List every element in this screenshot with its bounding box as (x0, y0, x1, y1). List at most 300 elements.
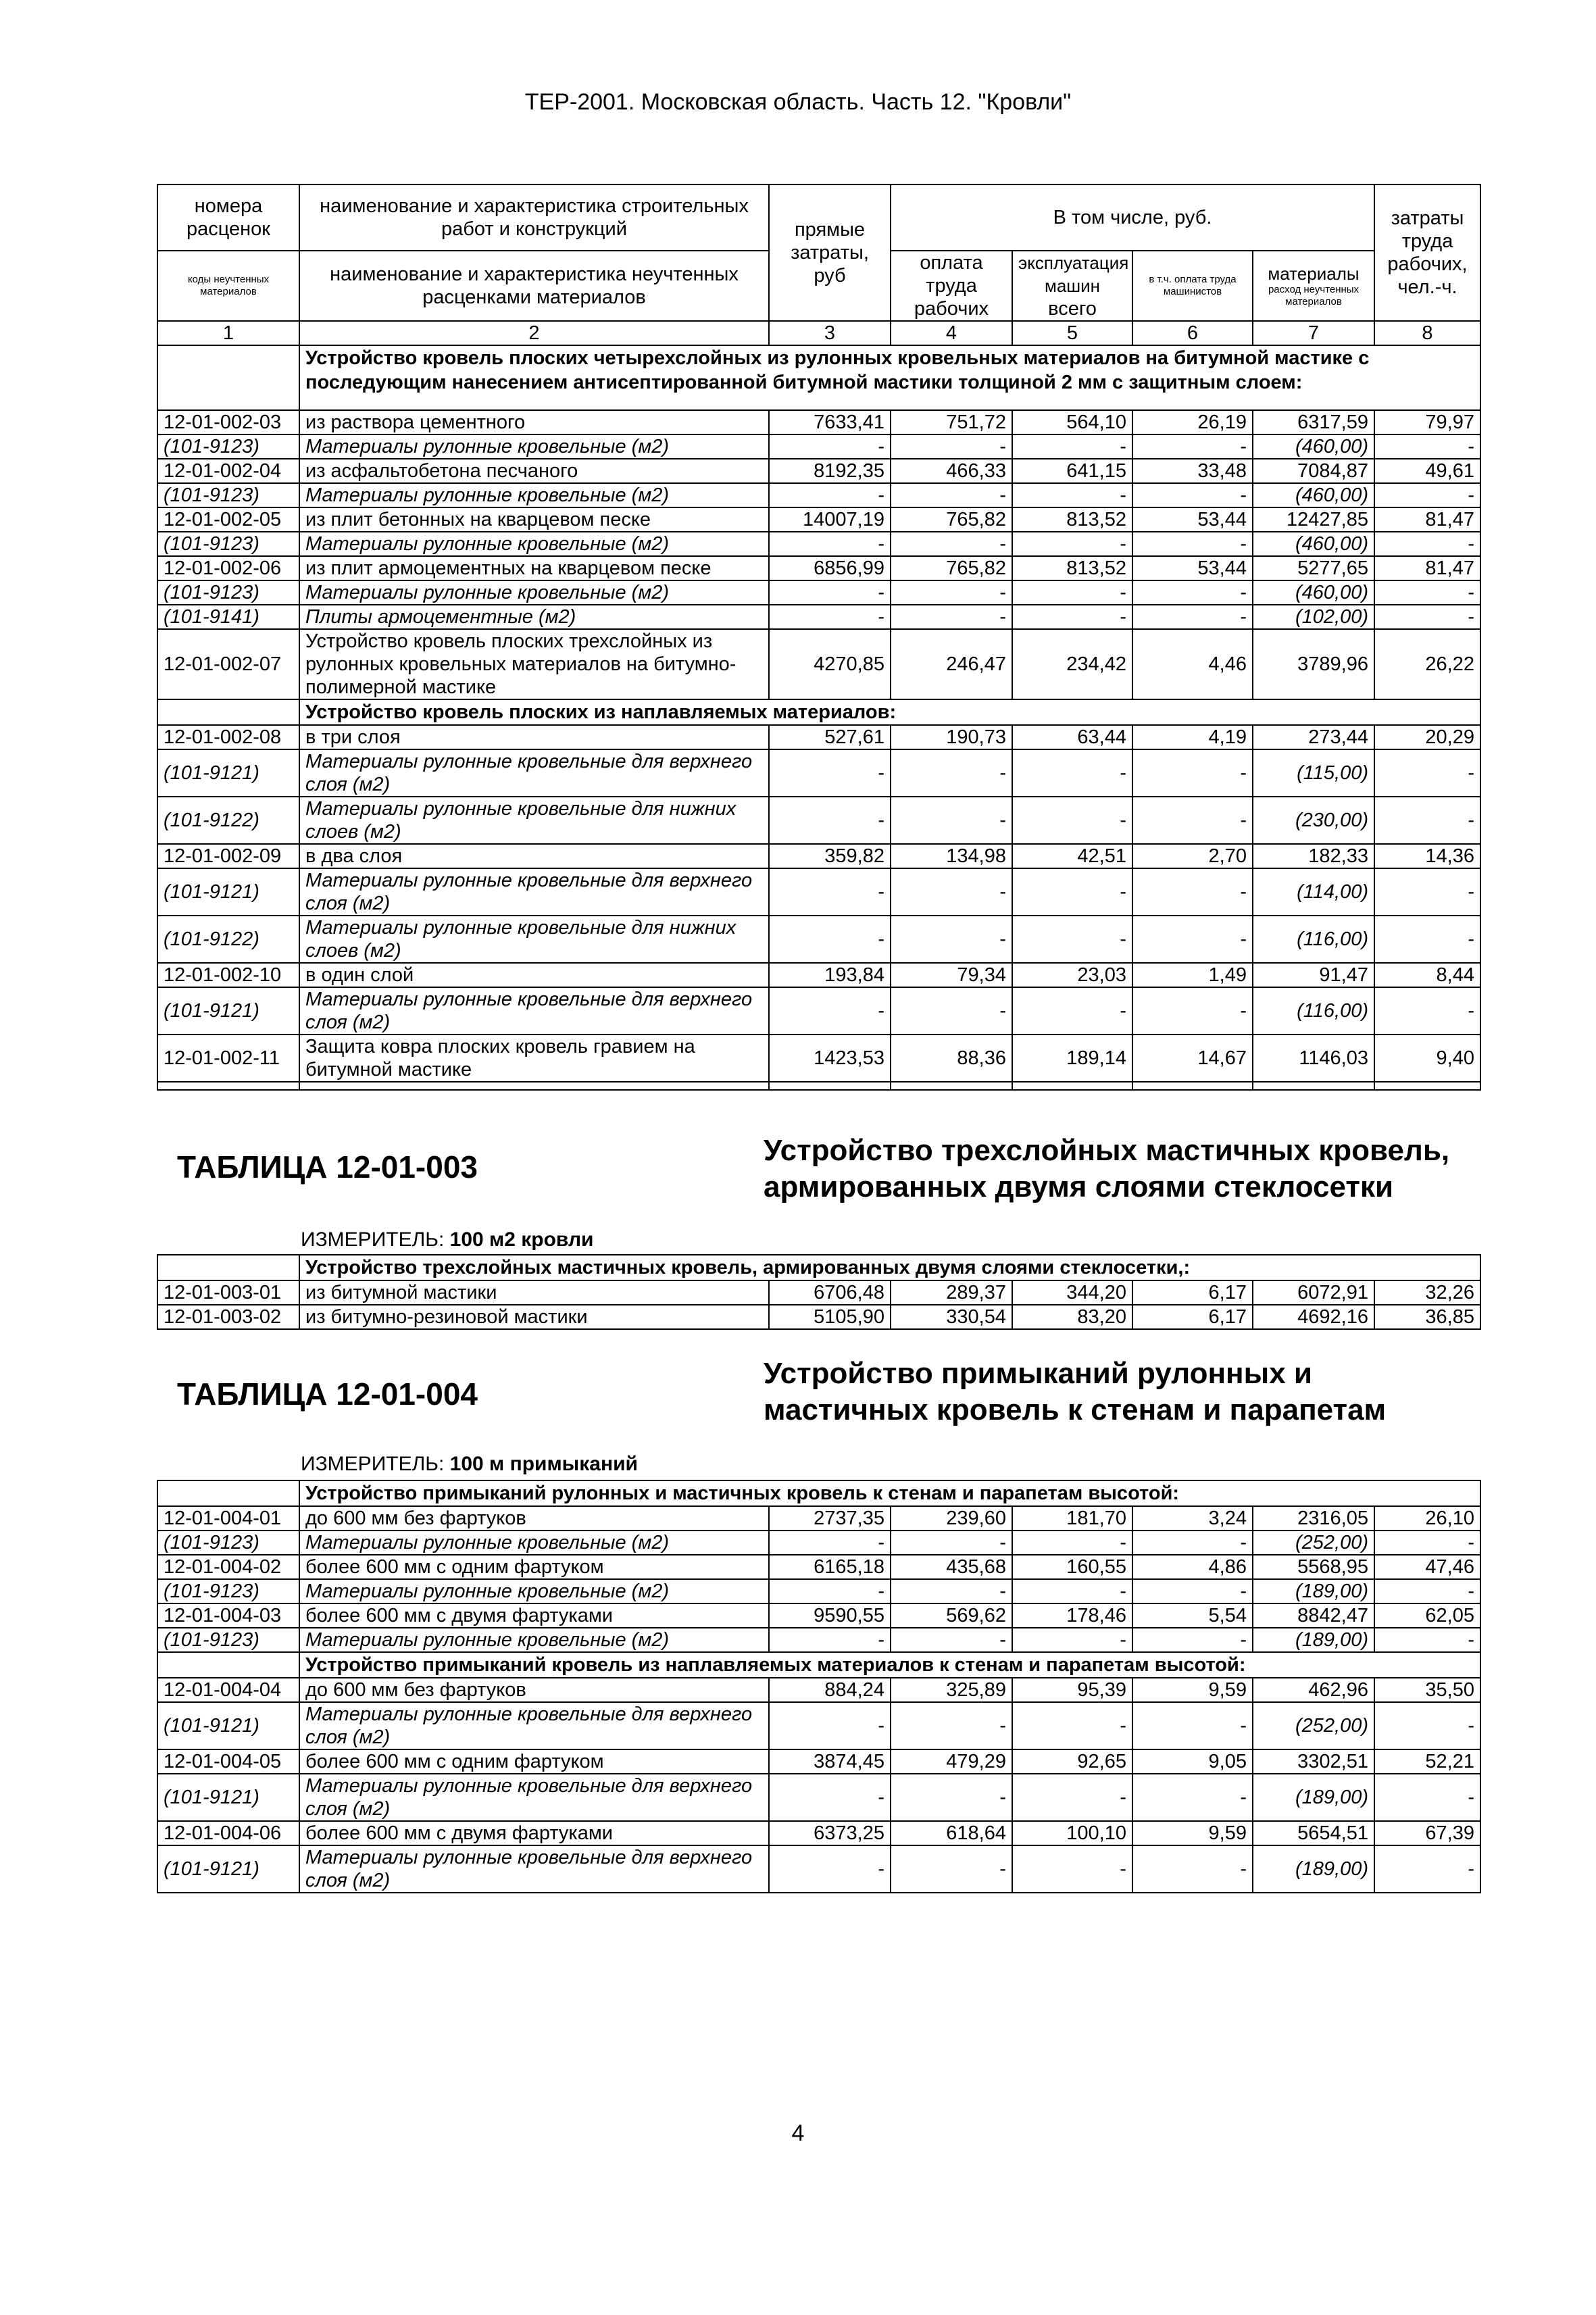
value-dash: - (1012, 916, 1132, 963)
value-dash: - (769, 1845, 891, 1893)
spacer-cell (1253, 1082, 1374, 1090)
section-spacer (157, 699, 299, 725)
section-row (157, 345, 1480, 410)
material-row (157, 532, 1480, 556)
material-name: Материалы рулонные кровельные для верхнего слоя (м2) (299, 1702, 769, 1749)
work-name: из асфальтобетона песчаного (299, 459, 769, 483)
page-number: 4 (791, 2120, 805, 2146)
value-5: 95,39 (1012, 1678, 1132, 1702)
value-6: 9,59 (1132, 1821, 1253, 1845)
value-8: 81,47 (1374, 556, 1480, 580)
value-dash: - (769, 434, 891, 459)
value-5: 92,65 (1012, 1749, 1132, 1774)
value-5: 100,10 (1012, 1821, 1132, 1845)
value-dash: - (1012, 868, 1132, 916)
material-qty: (189,00) (1253, 1845, 1374, 1893)
value-8: 62,05 (1374, 1603, 1480, 1628)
value-dash: - (769, 1530, 891, 1555)
section-spacer (157, 1255, 299, 1280)
work-name: из плит бетонных на кварцевом песке (299, 507, 769, 532)
value-dash: - (1012, 1774, 1132, 1821)
value-3: 4270,85 (769, 629, 891, 699)
value-3: 6165,18 (769, 1555, 891, 1579)
table-desc-003: Устройство трехслойных мастичных кровель, армированных двумя слоями стеклосетки (764, 1134, 1450, 1203)
table-row (157, 629, 1480, 699)
spacer-cell (769, 1082, 891, 1090)
rate-code: 12-01-002-05 (157, 507, 299, 532)
value-dash: - (1374, 605, 1480, 629)
table-12-01-004 (157, 1480, 1481, 1893)
value-dash: - (1374, 1530, 1480, 1555)
material-code: (101-9121) (157, 868, 299, 916)
rate-code: 12-01-002-08 (157, 725, 299, 749)
value-7: 1146,03 (1253, 1035, 1374, 1082)
value-5: 42,51 (1012, 844, 1132, 868)
material-code: (101-9123) (157, 1628, 299, 1652)
material-row (157, 434, 1480, 459)
material-qty: (189,00) (1253, 1628, 1374, 1652)
value-4: 479,29 (891, 1749, 1012, 1774)
materials-group-label: материалы (1268, 264, 1360, 284)
rate-code: 12-01-004-06 (157, 1821, 299, 1845)
value-dash: - (1012, 1579, 1132, 1603)
material-qty: (102,00) (1253, 605, 1374, 629)
value-6: 2,70 (1132, 844, 1253, 868)
rate-code: 12-01-002-04 (157, 459, 299, 483)
value-7: 12427,85 (1253, 507, 1374, 532)
value-6: 33,48 (1132, 459, 1253, 483)
material-row (157, 797, 1480, 844)
value-dash: - (1374, 532, 1480, 556)
material-code: (101-9121) (157, 987, 299, 1035)
material-qty: (114,00) (1253, 868, 1374, 916)
value-7: 182,33 (1253, 844, 1374, 868)
col-header-in-total: В том числе, руб. (891, 184, 1374, 251)
spacer-cell (157, 1082, 299, 1090)
table-row (157, 410, 1480, 434)
value-6: 26,19 (1132, 410, 1253, 434)
value-6: 53,44 (1132, 556, 1253, 580)
value-4: 239,60 (891, 1506, 1012, 1530)
material-qty: (252,00) (1253, 1530, 1374, 1555)
rate-code: 12-01-003-01 (157, 1280, 299, 1305)
value-dash: - (769, 1774, 891, 1821)
table-row (157, 1678, 1480, 1702)
value-6: 1,49 (1132, 963, 1253, 987)
section-row (157, 1652, 1480, 1678)
material-row (157, 1774, 1480, 1821)
measure-value-003: 100 м2 кровли (449, 1228, 594, 1251)
measure-label-004: ИЗМЕРИТЕЛЬ: (301, 1453, 445, 1475)
value-dash: - (1132, 532, 1253, 556)
value-7: 4692,16 (1253, 1305, 1374, 1329)
value-dash: - (1374, 868, 1480, 916)
value-dash: - (891, 1845, 1012, 1893)
work-name: из битумно-резиновой мастики (299, 1305, 769, 1329)
table-row (157, 844, 1480, 868)
material-usage-label: расход неучтенных материалов (1268, 284, 1360, 307)
value-8: 36,85 (1374, 1305, 1480, 1329)
value-dash: - (1132, 1774, 1253, 1821)
value-dash: - (1132, 916, 1253, 963)
value-dash: - (769, 987, 891, 1035)
value-3: 193,84 (769, 963, 891, 987)
rate-code: 12-01-002-06 (157, 556, 299, 580)
value-5: 344,20 (1012, 1280, 1132, 1305)
value-dash: - (769, 532, 891, 556)
material-qty: (460,00) (1253, 580, 1374, 605)
material-row (157, 987, 1480, 1035)
value-dash: - (1012, 532, 1132, 556)
value-5: 234,42 (1012, 629, 1132, 699)
value-4: 765,82 (891, 507, 1012, 532)
rate-code: 12-01-002-03 (157, 410, 299, 434)
value-dash: - (1012, 1530, 1132, 1555)
material-name: Материалы рулонные кровельные для нижних слоев (м2) (299, 916, 769, 963)
rate-code: 12-01-004-02 (157, 1555, 299, 1579)
material-row (157, 605, 1480, 629)
material-row (157, 1628, 1480, 1652)
material-name: Материалы рулонные кровельные (м2) (299, 580, 769, 605)
work-name: из битумной мастики (299, 1280, 769, 1305)
material-code: (101-9122) (157, 797, 299, 844)
value-4: 466,33 (891, 459, 1012, 483)
value-dash: - (891, 580, 1012, 605)
material-code: (101-9121) (157, 1774, 299, 1821)
column-numbers-row (157, 321, 1480, 345)
material-qty: (189,00) (1253, 1774, 1374, 1821)
value-dash: - (769, 797, 891, 844)
col-num-8: 8 (1374, 321, 1480, 345)
value-8: 81,47 (1374, 507, 1480, 532)
value-7: 8842,47 (1253, 1603, 1374, 1628)
section-spacer (157, 1480, 299, 1506)
value-8: 47,46 (1374, 1555, 1480, 1579)
value-3: 884,24 (769, 1678, 891, 1702)
value-dash: - (1132, 797, 1253, 844)
value-dash: - (1374, 797, 1480, 844)
material-name: Материалы рулонные кровельные для верхнего слоя (м2) (299, 868, 769, 916)
material-qty: (460,00) (1253, 434, 1374, 459)
table-body (157, 345, 1480, 1090)
value-5: 189,14 (1012, 1035, 1132, 1082)
value-8: 67,39 (1374, 1821, 1480, 1845)
material-name: Материалы рулонные кровельные (м2) (299, 1628, 769, 1652)
material-row (157, 1845, 1480, 1893)
material-row (157, 749, 1480, 797)
value-3: 5105,90 (769, 1305, 891, 1329)
material-name: Плиты армоцементные (м2) (299, 605, 769, 629)
table-title-003: ТАБЛИЦА 12-01-003 (177, 1149, 478, 1185)
work-name: до 600 мм без фартуков (299, 1506, 769, 1530)
value-dash: - (1012, 605, 1132, 629)
col-header-name: наименование и характеристика строительных работ и конструкций (299, 184, 769, 251)
value-7: 5654,51 (1253, 1821, 1374, 1845)
table-row (157, 725, 1480, 749)
value-5: 23,03 (1012, 963, 1132, 987)
col-header-wages: оплата труда рабочих (891, 251, 1012, 321)
value-3: 359,82 (769, 844, 891, 868)
table-title-004: ТАБЛИЦА 12-01-004 (177, 1376, 478, 1412)
material-code: (101-9123) (157, 1579, 299, 1603)
value-6: 6,17 (1132, 1280, 1253, 1305)
material-qty: (460,00) (1253, 532, 1374, 556)
measure-004 (301, 1453, 638, 1476)
value-8: 26,22 (1374, 629, 1480, 699)
value-dash: - (1374, 1845, 1480, 1893)
table-body-004 (157, 1480, 1480, 1893)
value-7: 91,47 (1253, 963, 1374, 987)
value-4: 88,36 (891, 1035, 1012, 1082)
page-header: ТЕР-2001. Московская область. Часть 12. "Кровли" (524, 89, 1072, 115)
value-dash: - (1012, 483, 1132, 507)
material-qty: (116,00) (1253, 916, 1374, 963)
col-header-material-name: наименование и характеристика неучтенных расценками материалов (299, 251, 769, 321)
col-num-4: 4 (891, 321, 1012, 345)
col-header-machinist-wages: в т.ч. оплата труда машинистов (1132, 251, 1253, 321)
value-6: 5,54 (1132, 1603, 1253, 1628)
material-name: Материалы рулонные кровельные (м2) (299, 434, 769, 459)
value-dash: - (1374, 580, 1480, 605)
material-code: (101-9123) (157, 434, 299, 459)
value-8: 14,36 (1374, 844, 1480, 868)
value-dash: - (891, 868, 1012, 916)
material-name: Материалы рулонные кровельные для верхнего слоя (м2) (299, 987, 769, 1035)
value-dash: - (891, 434, 1012, 459)
value-dash: - (1012, 1628, 1132, 1652)
value-dash: - (1374, 483, 1480, 507)
value-7: 462,96 (1253, 1678, 1374, 1702)
value-5: 181,70 (1012, 1506, 1132, 1530)
value-dash: - (1132, 749, 1253, 797)
work-name: более 600 мм с двумя фартуками (299, 1821, 769, 1845)
spacer-cell (1132, 1082, 1253, 1090)
value-6: 14,67 (1132, 1035, 1253, 1082)
work-name: из плит армоцементных на кварцевом песке (299, 556, 769, 580)
value-dash: - (1374, 434, 1480, 459)
value-dash: - (1132, 1702, 1253, 1749)
value-4: 751,72 (891, 410, 1012, 434)
value-dash: - (891, 1579, 1012, 1603)
value-8: 49,61 (1374, 459, 1480, 483)
value-dash: - (1132, 987, 1253, 1035)
value-5: 83,20 (1012, 1305, 1132, 1329)
value-4: 325,89 (891, 1678, 1012, 1702)
section-row (157, 1480, 1480, 1506)
value-7: 273,44 (1253, 725, 1374, 749)
work-name: Защита ковра плоских кровель гравием на битумной мастике (299, 1035, 769, 1082)
value-8: 79,97 (1374, 410, 1480, 434)
value-dash: - (1374, 1702, 1480, 1749)
value-4: 618,64 (891, 1821, 1012, 1845)
material-qty: (189,00) (1253, 1579, 1374, 1603)
value-dash: - (1132, 1628, 1253, 1652)
value-5: 813,52 (1012, 507, 1132, 532)
value-dash: - (891, 987, 1012, 1035)
value-5: 813,52 (1012, 556, 1132, 580)
value-dash: - (1374, 1579, 1480, 1603)
rate-code: 12-01-004-05 (157, 1749, 299, 1774)
value-dash: - (1132, 605, 1253, 629)
spacer-cell (1012, 1082, 1132, 1090)
work-name: из раствора цементного (299, 410, 769, 434)
value-4: 246,47 (891, 629, 1012, 699)
material-qty: (460,00) (1253, 483, 1374, 507)
value-dash: - (891, 1530, 1012, 1555)
section-row (157, 699, 1480, 725)
material-code: (101-9123) (157, 580, 299, 605)
table-desc-004: Устройство примыканий рулонных и мастичных кровель к стенам и парапетам (764, 1357, 1387, 1426)
material-row (157, 916, 1480, 963)
material-row (157, 1530, 1480, 1555)
value-3: 3874,45 (769, 1749, 891, 1774)
value-5: 63,44 (1012, 725, 1132, 749)
work-name: в три слоя (299, 725, 769, 749)
work-name: в два слоя (299, 844, 769, 868)
value-dash: - (891, 916, 1012, 963)
value-4: 190,73 (891, 725, 1012, 749)
value-dash: - (1012, 1845, 1132, 1893)
material-code: (101-9121) (157, 1845, 299, 1893)
value-7: 6072,91 (1253, 1280, 1374, 1305)
value-3: 6373,25 (769, 1821, 891, 1845)
material-code: (101-9121) (157, 1702, 299, 1749)
section-spacer (157, 1652, 299, 1678)
value-5: 564,10 (1012, 410, 1132, 434)
table-row (157, 459, 1480, 483)
table-row (157, 963, 1480, 987)
value-7: 3302,51 (1253, 1749, 1374, 1774)
value-8: 32,26 (1374, 1280, 1480, 1305)
table-row (157, 1555, 1480, 1579)
value-dash: - (769, 1628, 891, 1652)
value-dash: - (769, 1579, 891, 1603)
value-8: 35,50 (1374, 1678, 1480, 1702)
value-dash: - (769, 916, 891, 963)
col-num-6: 6 (1132, 321, 1253, 345)
value-dash: - (891, 605, 1012, 629)
col-num-3: 3 (769, 321, 891, 345)
work-name: в один слой (299, 963, 769, 987)
value-8: 8,44 (1374, 963, 1480, 987)
value-dash: - (891, 749, 1012, 797)
section-spacer (157, 345, 299, 410)
value-dash: - (769, 868, 891, 916)
table-row (157, 1506, 1480, 1530)
value-dash: - (769, 483, 891, 507)
rate-code: 12-01-002-11 (157, 1035, 299, 1082)
value-4: 569,62 (891, 1603, 1012, 1628)
rate-code: 12-01-003-02 (157, 1305, 299, 1329)
value-dash: - (769, 605, 891, 629)
value-8: 52,21 (1374, 1749, 1480, 1774)
value-4: 289,37 (891, 1280, 1012, 1305)
table-row (157, 1821, 1480, 1845)
value-8: 20,29 (1374, 725, 1480, 749)
value-dash: - (1132, 1579, 1253, 1603)
col-header-machines-total (1012, 251, 1132, 321)
value-7: 3789,96 (1253, 629, 1374, 699)
value-dash: - (1012, 987, 1132, 1035)
rate-code: 12-01-004-03 (157, 1603, 299, 1628)
material-row (157, 483, 1480, 507)
material-qty: (115,00) (1253, 749, 1374, 797)
value-dash: - (891, 483, 1012, 507)
col-header-codes: номера расценок (157, 184, 299, 251)
material-code: (101-9141) (157, 605, 299, 629)
value-dash: - (891, 797, 1012, 844)
value-3: 8192,35 (769, 459, 891, 483)
material-row (157, 1579, 1480, 1603)
value-dash: - (1374, 987, 1480, 1035)
measure-value-004: 100 м примыканий (449, 1453, 638, 1475)
material-code: (101-9123) (157, 532, 299, 556)
value-3: 527,61 (769, 725, 891, 749)
value-dash: - (1374, 1628, 1480, 1652)
material-code: (101-9123) (157, 1530, 299, 1555)
value-dash: - (769, 580, 891, 605)
value-4: 330,54 (891, 1305, 1012, 1329)
value-5: 160,55 (1012, 1555, 1132, 1579)
value-6: 3,24 (1132, 1506, 1253, 1530)
value-6: 4,19 (1132, 725, 1253, 749)
work-name: более 600 мм с одним фартуком (299, 1749, 769, 1774)
value-4: 79,34 (891, 963, 1012, 987)
material-name: Материалы рулонные кровельные (м2) (299, 1530, 769, 1555)
spacer-cell (299, 1082, 769, 1090)
value-dash: - (1012, 797, 1132, 844)
value-3: 2737,35 (769, 1506, 891, 1530)
machines-total-label: всего (1048, 298, 1097, 320)
value-5: 178,46 (1012, 1603, 1132, 1628)
table-header (157, 184, 1480, 345)
value-dash: - (891, 1702, 1012, 1749)
value-dash: - (1132, 434, 1253, 459)
value-4: 765,82 (891, 556, 1012, 580)
value-dash: - (1132, 868, 1253, 916)
work-name: до 600 мм без фартуков (299, 1678, 769, 1702)
section-row (157, 1255, 1480, 1280)
machines-group-label: эксплуатация машин (1018, 253, 1129, 296)
material-code: (101-9121) (157, 749, 299, 797)
value-3: 14007,19 (769, 507, 891, 532)
value-dash: - (1132, 1845, 1253, 1893)
material-row (157, 580, 1480, 605)
table-row (157, 1035, 1480, 1082)
work-name: более 600 мм с одним фартуком (299, 1555, 769, 1579)
value-dash: - (891, 1628, 1012, 1652)
value-3: 1423,53 (769, 1035, 891, 1082)
col-header-direct-costs: прямые затраты, руб (769, 184, 891, 321)
value-5: 641,15 (1012, 459, 1132, 483)
material-qty: (230,00) (1253, 797, 1374, 844)
value-dash: - (1374, 916, 1480, 963)
material-name: Материалы рулонные кровельные для верхнего слоя (м2) (299, 1845, 769, 1893)
value-6: 4,86 (1132, 1555, 1253, 1579)
value-7: 6317,59 (1253, 410, 1374, 434)
table-row (157, 1749, 1480, 1774)
value-7: 7084,87 (1253, 459, 1374, 483)
value-dash: - (1132, 580, 1253, 605)
value-6: 53,44 (1132, 507, 1253, 532)
col-num-5: 5 (1012, 321, 1132, 345)
value-6: 4,46 (1132, 629, 1253, 699)
value-4: 435,68 (891, 1555, 1012, 1579)
section-title: Устройство примыканий рулонных и мастичных кровель к стенам и парапетам высотой: (299, 1480, 1480, 1506)
material-name: Материалы рулонные кровельные для нижних слоев (м2) (299, 797, 769, 844)
section-title: Устройство трехслойных мастичных кровель, армированных двумя слоями стеклосетки,: (299, 1255, 1480, 1280)
table-12-01-003 (157, 1254, 1481, 1330)
